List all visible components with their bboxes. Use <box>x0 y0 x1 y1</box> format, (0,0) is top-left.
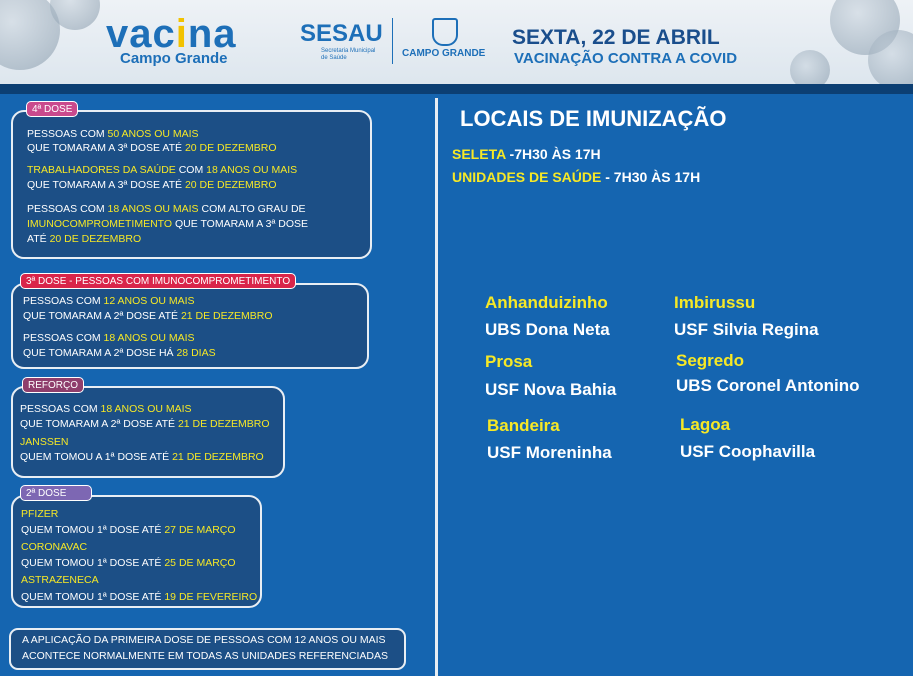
region-name: Lagoa <box>680 415 731 434</box>
first-dose-note-line: A APLICAÇÃO DA PRIMEIRA DOSE DE PESSOAS COM 12 ANOS OU MAIS <box>22 634 386 646</box>
header-divider-bar <box>0 84 913 94</box>
column-divider <box>435 98 438 676</box>
first-dose-note-line: ACONTECE NORMALMENTE EM TODAS AS UNIDADES REFERENCIADAS <box>22 650 389 662</box>
dose3-tag: 3ª DOSE - PESSOAS COM IMUNOCOMPROMETIMENTO <box>20 273 296 289</box>
date-heading: SEXTA, 22 DE ABRIL <box>512 26 720 49</box>
dose3-line: PESSOAS COM 12 ANOS OU MAIS <box>23 295 195 307</box>
header-banner <box>0 0 913 86</box>
region-name: Prosa <box>485 352 533 371</box>
dose2-line: QUEM TOMOU 1ª DOSE ATÉ 25 DE MARÇO <box>21 557 236 569</box>
dose2-box <box>11 495 262 608</box>
dose4-line: QUE TOMARAM A 3ª DOSE ATÉ 20 DE DEZEMBRO <box>27 179 277 191</box>
health-unit: UBS Dona Neta <box>485 320 610 339</box>
first-dose-note-box <box>9 628 406 670</box>
dose4-line: ATÉ 20 DE DEZEMBRO <box>27 233 142 245</box>
region-name: Segredo <box>676 351 745 370</box>
dose2-line: QUEM TOMOU 1ª DOSE ATÉ 27 DE MARÇO <box>21 524 236 536</box>
reforco-line: QUE TOMARAM A 2ª DOSE ATÉ 21 DE DEZEMBRO <box>20 418 270 430</box>
dose4-box <box>11 110 372 259</box>
dose4-tag: 4ª DOSE <box>26 101 78 117</box>
campo-grande-label: CAMPO GRANDE <box>402 48 486 59</box>
dose2-line: QUEM TOMOU 1ª DOSE ATÉ 19 DE FEVEREIRO <box>21 591 258 603</box>
dose4-line: PESSOAS COM 18 ANOS OU MAIS COM ALTO GRAU DE <box>27 203 306 215</box>
dose3-box <box>11 283 369 369</box>
dose4-line: IMUNOCOMPROMETIMENTO QUE TOMARAM A 3ª DOSE <box>27 218 309 230</box>
health-unit: USF Silvia Regina <box>674 320 819 339</box>
reforco-line: QUEM TOMOU A 1ª DOSE ATÉ 21 DE DEZEMBRO <box>20 451 264 463</box>
health-unit: USF Coophavilla <box>680 442 816 461</box>
region-name: Anhanduizinho <box>485 293 608 312</box>
health-unit: USF Nova Bahia <box>485 380 617 399</box>
campo-grande-emblem-icon <box>432 18 458 46</box>
dose2-tag: 2ª DOSE <box>20 485 92 501</box>
reforco-vaccine: JANSSEN <box>20 436 69 448</box>
health-unit: USF Moreninha <box>487 443 612 462</box>
campaign-subtitle: VACINAÇÃO CONTRA A COVID <box>514 50 738 67</box>
virus-illustration <box>790 50 830 86</box>
dose3-line: QUE TOMARAM A 2ª DOSE HÁ 28 DIAS <box>23 347 216 359</box>
vacina-logo: vacina <box>106 12 237 56</box>
dose2-vaccine: ASTRAZENECA <box>21 574 99 586</box>
sesau-logo: SESAU <box>300 20 383 47</box>
region-name: Imbirussu <box>674 293 756 312</box>
dose4-line: QUE TOMARAM A 3ª DOSE ATÉ 20 DE DEZEMBRO <box>27 142 277 154</box>
dose3-line: PESSOAS COM 18 ANOS OU MAIS <box>23 332 195 344</box>
locations-title: LOCAIS DE IMUNIZAÇÃO <box>460 106 727 131</box>
region-name: Bandeira <box>487 416 560 435</box>
logo-divider <box>392 18 393 64</box>
reforco-tag: REFORÇO <box>22 377 84 393</box>
dose2-vaccine: CORONAVAC <box>21 541 88 553</box>
schedule-unidades: UNIDADES DE SAÚDE - 7H30 ÀS 17H <box>452 169 701 185</box>
dose4-line: TRABALHADORES DA SAÚDE COM 18 ANOS OU MAIS <box>27 164 298 176</box>
schedule-seleta: SELETA -7H30 ÀS 17H <box>452 146 601 162</box>
reforco-line: PESSOAS COM 18 ANOS OU MAIS <box>20 403 192 415</box>
health-unit: UBS Coronel Antonino <box>676 376 860 395</box>
dose3-line: QUE TOMARAM A 2ª DOSE ATÉ 21 DE DEZEMBRO <box>23 310 273 322</box>
sesau-logo-subtitle: Secretaria Municipal de Saúde <box>321 48 376 61</box>
dose2-vaccine: PFIZER <box>21 508 59 520</box>
reforco-box <box>11 386 285 478</box>
dose4-line: PESSOAS COM 50 ANOS OU MAIS <box>27 128 199 140</box>
vacina-logo-subtitle: Campo Grande <box>120 50 228 67</box>
